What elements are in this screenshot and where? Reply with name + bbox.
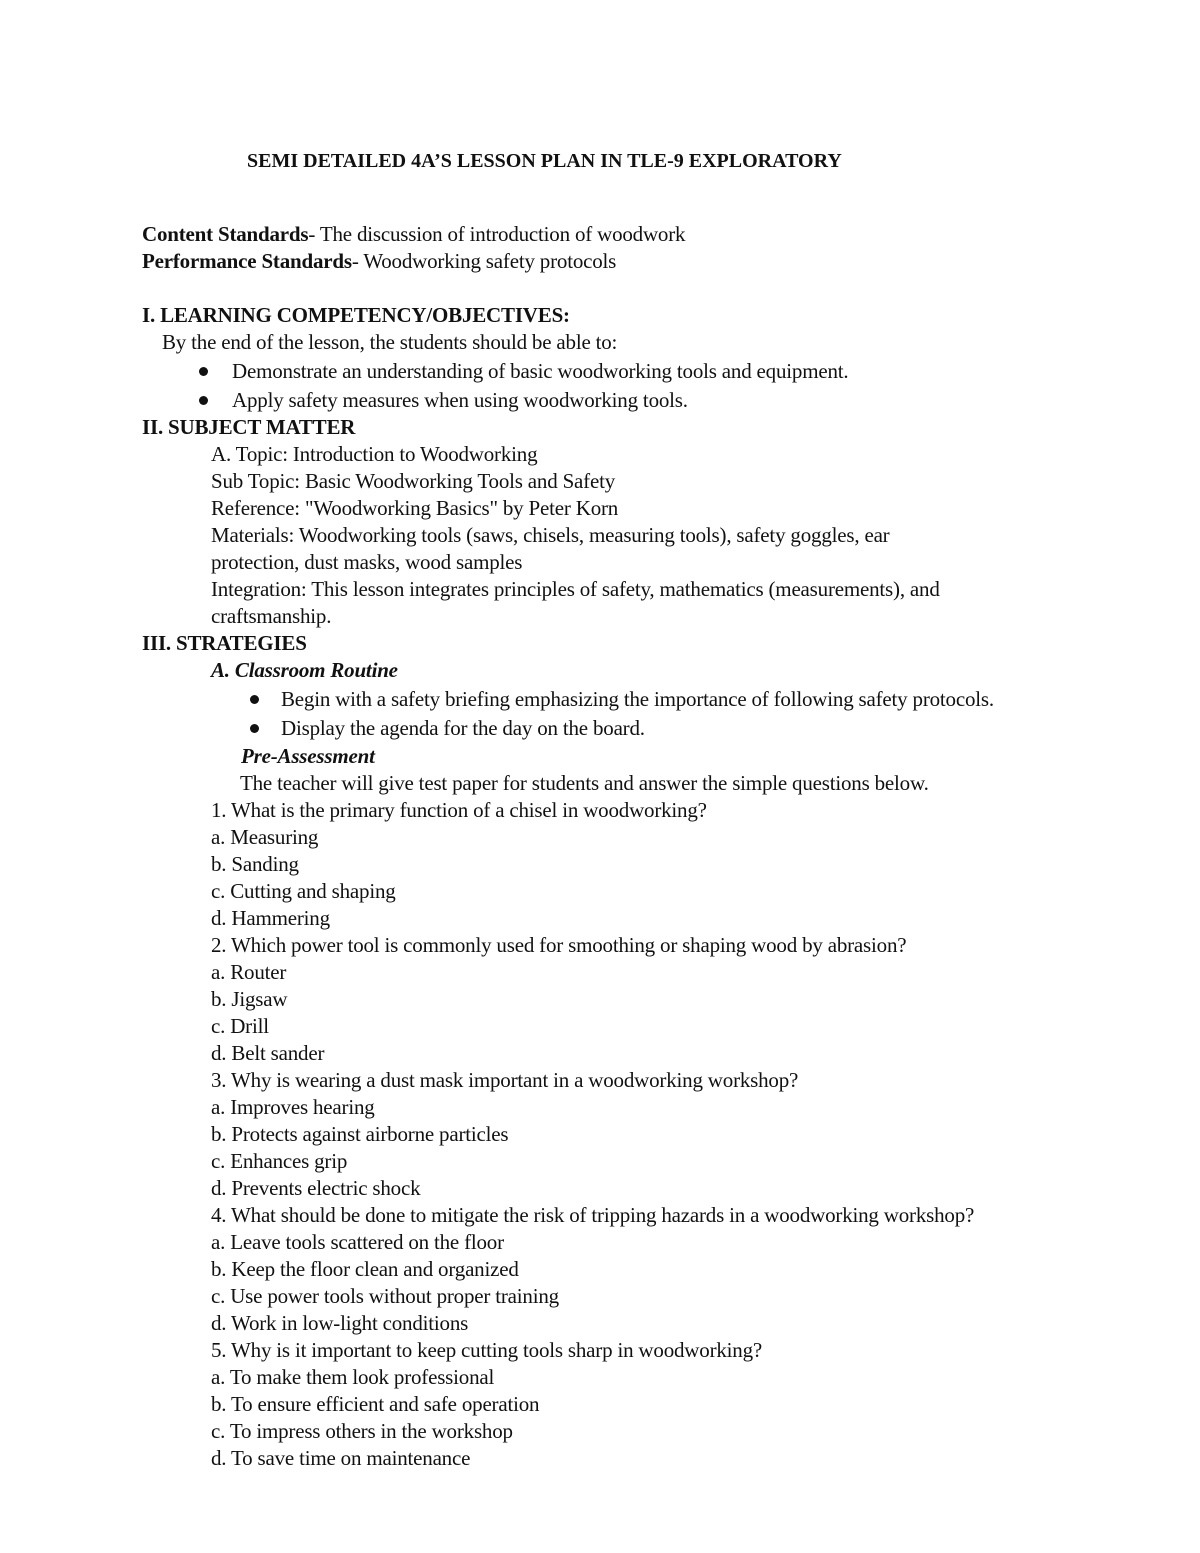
question-text: 2. Which power tool is commonly used for smoothing or shaping wood by abrasion?: [211, 933, 907, 957]
section1-intro: By the end of the lesson, the students should be able to:: [162, 330, 618, 354]
bullet-icon: [250, 724, 259, 733]
performance-standards-text: - Woodworking safety protocols: [351, 249, 617, 273]
pre-assessment-heading: Pre-Assessment: [241, 744, 375, 768]
answer-option: c. Enhances grip: [211, 1149, 348, 1173]
routine-item: Begin with a safety briefing emphasizing the importance of following safety protocols.: [281, 687, 994, 711]
section2-heading: II. SUBJECT MATTER: [142, 415, 356, 439]
content-standards-label: Content Standards: [142, 222, 309, 246]
pre-assessment-intro: The teacher will give test paper for students and answer the simple questions below.: [240, 771, 929, 795]
objective-item: Apply safety measures when using woodworking tools.: [232, 388, 688, 412]
answer-option: c. To impress others in the workshop: [211, 1419, 513, 1443]
answer-option: b. Sanding: [211, 852, 299, 876]
content-standards-text: - The discussion of introduction of woodwork: [308, 222, 686, 246]
answer-option: d. Hammering: [211, 906, 330, 930]
subject-line: craftsmanship.: [211, 604, 332, 628]
answer-option: d. To save time on maintenance: [211, 1446, 471, 1470]
answer-option: b. Keep the floor clean and organized: [211, 1257, 519, 1281]
answer-option: a. Leave tools scattered on the floor: [211, 1230, 504, 1254]
answer-option: c. Drill: [211, 1014, 269, 1038]
question-text: 3. Why is wearing a dust mask important in a woodworking workshop?: [211, 1068, 799, 1092]
subject-line: Sub Topic: Basic Woodworking Tools and Safety: [211, 469, 616, 493]
answer-option: c. Use power tools without proper training: [211, 1284, 559, 1308]
answer-option: b. Jigsaw: [211, 987, 288, 1011]
content-standards: [142, 221, 685, 248]
routine-item: Display the agenda for the day on the board.: [281, 716, 645, 740]
question-text: 1. What is the primary function of a chisel in woodworking?: [211, 798, 707, 822]
question-text: 4. What should be done to mitigate the risk of tripping hazards in a woodworking workshop?: [211, 1203, 975, 1227]
bullet-icon: [199, 367, 208, 376]
performance-standards-label: Performance Standards: [142, 249, 352, 273]
bullet-icon: [199, 396, 208, 405]
objective-item: Demonstrate an understanding of basic woodworking tools and equipment.: [232, 359, 849, 383]
answer-option: b. To ensure efficient and safe operation: [211, 1392, 540, 1416]
answer-option: d. Belt sander: [211, 1041, 325, 1065]
subject-line: protection, dust masks, wood samples: [211, 550, 523, 574]
subject-line: Integration: This lesson integrates principles of safety, mathematics (measurements), and: [211, 577, 940, 601]
answer-option: b. Protects against airborne particles: [211, 1122, 509, 1146]
answer-option: d. Work in low-light conditions: [211, 1311, 469, 1335]
subject-line: A. Topic: Introduction to Woodworking: [211, 442, 538, 466]
answer-option: a. Router: [211, 960, 287, 984]
performance-standards: [142, 248, 616, 275]
bullet-icon: [250, 695, 259, 704]
section3-heading: III. STRATEGIES: [142, 631, 307, 655]
question-text: 5. Why is it important to keep cutting tools sharp in woodworking?: [211, 1338, 763, 1362]
answer-option: c. Cutting and shaping: [211, 879, 396, 903]
answer-option: d. Prevents electric shock: [211, 1176, 421, 1200]
answer-option: a. Measuring: [211, 825, 319, 849]
page-title: SEMI DETAILED 4A’S LESSON PLAN IN TLE-9 EXPLORATORY: [247, 150, 842, 172]
routine-heading: A. Classroom Routine: [211, 658, 398, 682]
answer-option: a. Improves hearing: [211, 1095, 375, 1119]
section1-heading: I. LEARNING COMPETENCY/OBJECTIVES:: [142, 303, 570, 327]
subject-line: Materials: Woodworking tools (saws, chisels, measuring tools), safety goggles, ear: [211, 523, 890, 547]
subject-line: Reference: "Woodworking Basics" by Peter Korn: [211, 496, 619, 520]
answer-option: a. To make them look professional: [211, 1365, 495, 1389]
